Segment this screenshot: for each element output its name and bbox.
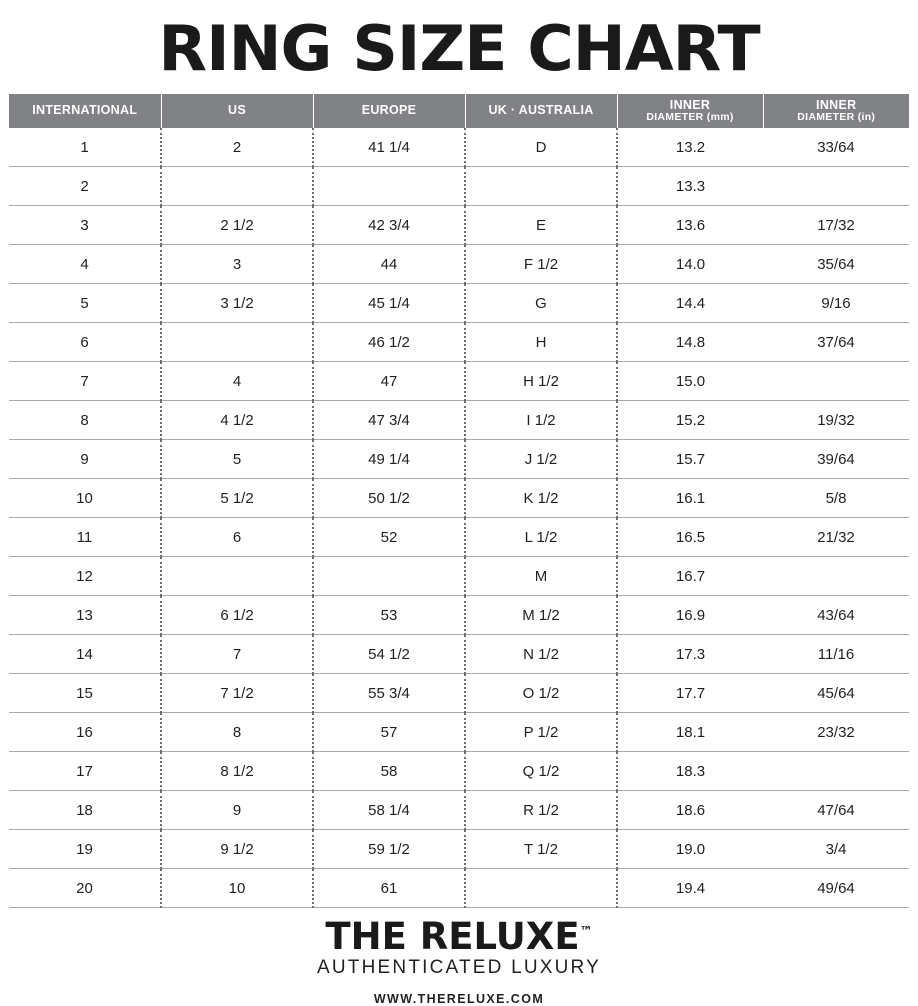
footer [0, 915, 918, 1006]
column-header-international: INTERNATIONAL [9, 94, 161, 128]
table-cell: 15.2 [617, 401, 763, 440]
table-cell: I 1/2 [465, 401, 617, 440]
table-cell: 8 [161, 713, 313, 752]
table-row [9, 284, 909, 323]
table-cell: G [465, 284, 617, 323]
table-cell: 9 [161, 791, 313, 830]
table-cell: E [465, 206, 617, 245]
table-cell: 9 1/2 [161, 830, 313, 869]
table-cell: 57 [313, 713, 465, 752]
table-row [9, 323, 909, 362]
table-cell: 42 3/4 [313, 206, 465, 245]
table-cell: 17.3 [617, 635, 763, 674]
table-cell [763, 167, 909, 206]
table-row [9, 128, 909, 167]
table-cell: 58 1/4 [313, 791, 465, 830]
table-cell: 6 [161, 518, 313, 557]
page-title: RING SIZE CHART [158, 12, 760, 85]
table-cell: D [465, 128, 617, 167]
table-cell: 16.9 [617, 596, 763, 635]
table-cell: 9 [9, 440, 161, 479]
table-cell: 61 [313, 869, 465, 908]
table-row [9, 479, 909, 518]
table-cell: R 1/2 [465, 791, 617, 830]
table-cell: O 1/2 [465, 674, 617, 713]
table-row [9, 596, 909, 635]
table-cell: 4 1/2 [161, 401, 313, 440]
table-cell: 19.4 [617, 869, 763, 908]
table-row [9, 362, 909, 401]
table-cell: 16.5 [617, 518, 763, 557]
column-header-us: US [161, 94, 313, 128]
table-cell: 15.7 [617, 440, 763, 479]
table-cell: 5 [9, 284, 161, 323]
table-row [9, 206, 909, 245]
table-row [9, 635, 909, 674]
table-cell: P 1/2 [465, 713, 617, 752]
table-cell: 19/32 [763, 401, 909, 440]
table-cell: 11/16 [763, 635, 909, 674]
table-row [9, 518, 909, 557]
column-header-uk-australia: UK · AUSTRALIA [465, 94, 617, 128]
table-row [9, 752, 909, 791]
table-cell: 13.2 [617, 128, 763, 167]
website-url: WWW.THERELUXE.COM [373, 992, 545, 1006]
table-cell: 59 1/2 [313, 830, 465, 869]
table-cell: 18.1 [617, 713, 763, 752]
table-cell: 43/64 [763, 596, 909, 635]
table-cell: 6 1/2 [161, 596, 313, 635]
table-header [9, 94, 909, 128]
table-cell: 8 1/2 [161, 752, 313, 791]
table-cell [313, 557, 465, 596]
column-header-inner-diameter-in: INNER DIAMETER (in) [763, 94, 909, 128]
table-cell: 9/16 [763, 284, 909, 323]
table-cell: 5/8 [763, 479, 909, 518]
table-cell: 14.4 [617, 284, 763, 323]
table-cell: J 1/2 [465, 440, 617, 479]
table-row [9, 830, 909, 869]
table-row [9, 167, 909, 206]
brand-name: THE RELUXE™ [325, 915, 593, 958]
table-cell: 5 1/2 [161, 479, 313, 518]
table-cell [763, 362, 909, 401]
table-cell: 12 [9, 557, 161, 596]
table-cell: 10 [161, 869, 313, 908]
table-cell: N 1/2 [465, 635, 617, 674]
table-cell: 58 [313, 752, 465, 791]
table-cell [465, 167, 617, 206]
table-cell: 20 [9, 869, 161, 908]
table-body [9, 128, 909, 908]
table-row [9, 401, 909, 440]
table-cell [161, 167, 313, 206]
trademark-symbol: ™ [579, 924, 593, 940]
table-cell: 7 [9, 362, 161, 401]
table-cell: 7 [161, 635, 313, 674]
table-row [9, 713, 909, 752]
table-cell: 2 1/2 [161, 206, 313, 245]
table-cell: 46 1/2 [313, 323, 465, 362]
table-cell: 3 [9, 206, 161, 245]
table-cell: 13.3 [617, 167, 763, 206]
table-cell: 47 [313, 362, 465, 401]
table-cell: 18.6 [617, 791, 763, 830]
table-cell: 50 1/2 [313, 479, 465, 518]
table-cell: 14.0 [617, 245, 763, 284]
table-row [9, 245, 909, 284]
table-cell: 16 [9, 713, 161, 752]
table-cell: T 1/2 [465, 830, 617, 869]
table-cell [465, 869, 617, 908]
table-cell: F 1/2 [465, 245, 617, 284]
table-cell: 41 1/4 [313, 128, 465, 167]
table-cell: 49 1/4 [313, 440, 465, 479]
table-cell: 1 [9, 128, 161, 167]
table-cell: 17.7 [617, 674, 763, 713]
table-cell [313, 167, 465, 206]
table-cell: 53 [313, 596, 465, 635]
column-header-europe: EUROPE [313, 94, 465, 128]
table-cell: 17 [9, 752, 161, 791]
table-cell: 52 [313, 518, 465, 557]
table-cell: 54 1/2 [313, 635, 465, 674]
table-cell: 8 [9, 401, 161, 440]
table-cell: H 1/2 [465, 362, 617, 401]
table-cell: 10 [9, 479, 161, 518]
table-cell: 45 1/4 [313, 284, 465, 323]
table-cell: 47 3/4 [313, 401, 465, 440]
table-cell: 6 [9, 323, 161, 362]
table-cell: 13 [9, 596, 161, 635]
table-cell: 47/64 [763, 791, 909, 830]
table-cell: 14.8 [617, 323, 763, 362]
table-cell: 44 [313, 245, 465, 284]
table-cell [763, 557, 909, 596]
column-header-inner-diameter-mm: INNER DIAMETER (mm) [617, 94, 763, 128]
table-cell: 39/64 [763, 440, 909, 479]
table-cell [161, 323, 313, 362]
table-cell: 4 [161, 362, 313, 401]
table-cell: Q 1/2 [465, 752, 617, 791]
table-cell: 16.1 [617, 479, 763, 518]
table-cell: 45/64 [763, 674, 909, 713]
table-cell: 55 3/4 [313, 674, 465, 713]
table-cell: 2 [161, 128, 313, 167]
ring-size-table [9, 94, 909, 908]
brand-tagline: AUTHENTICATED LUXURY [317, 957, 601, 978]
table-row [9, 674, 909, 713]
table-cell: 33/64 [763, 128, 909, 167]
table-cell: M [465, 557, 617, 596]
table-cell [161, 557, 313, 596]
table-cell: 13.6 [617, 206, 763, 245]
table-cell: 15 [9, 674, 161, 713]
table-cell: 19 [9, 830, 161, 869]
table-row [9, 869, 909, 908]
table-cell: 14 [9, 635, 161, 674]
table-header-row [9, 94, 909, 128]
table-cell [763, 752, 909, 791]
table-cell: 18.3 [617, 752, 763, 791]
table-cell: 5 [161, 440, 313, 479]
table-cell: 3/4 [763, 830, 909, 869]
table-cell: 3 1/2 [161, 284, 313, 323]
table-cell: K 1/2 [465, 479, 617, 518]
table-cell: 7 1/2 [161, 674, 313, 713]
table-cell: 4 [9, 245, 161, 284]
table-row [9, 791, 909, 830]
table-cell: 15.0 [617, 362, 763, 401]
table-cell: 2 [9, 167, 161, 206]
table-cell: 35/64 [763, 245, 909, 284]
table-cell: 19.0 [617, 830, 763, 869]
table-cell: 21/32 [763, 518, 909, 557]
table-row [9, 440, 909, 479]
table-cell: 23/32 [763, 713, 909, 752]
table-cell: 37/64 [763, 323, 909, 362]
table-cell: 3 [161, 245, 313, 284]
table-cell: 16.7 [617, 557, 763, 596]
table-cell: M 1/2 [465, 596, 617, 635]
table-cell: 49/64 [763, 869, 909, 908]
table-cell: 17/32 [763, 206, 909, 245]
table-cell: 11 [9, 518, 161, 557]
table-cell: L 1/2 [465, 518, 617, 557]
table-row [9, 557, 909, 596]
table-cell: H [465, 323, 617, 362]
table-cell: 18 [9, 791, 161, 830]
